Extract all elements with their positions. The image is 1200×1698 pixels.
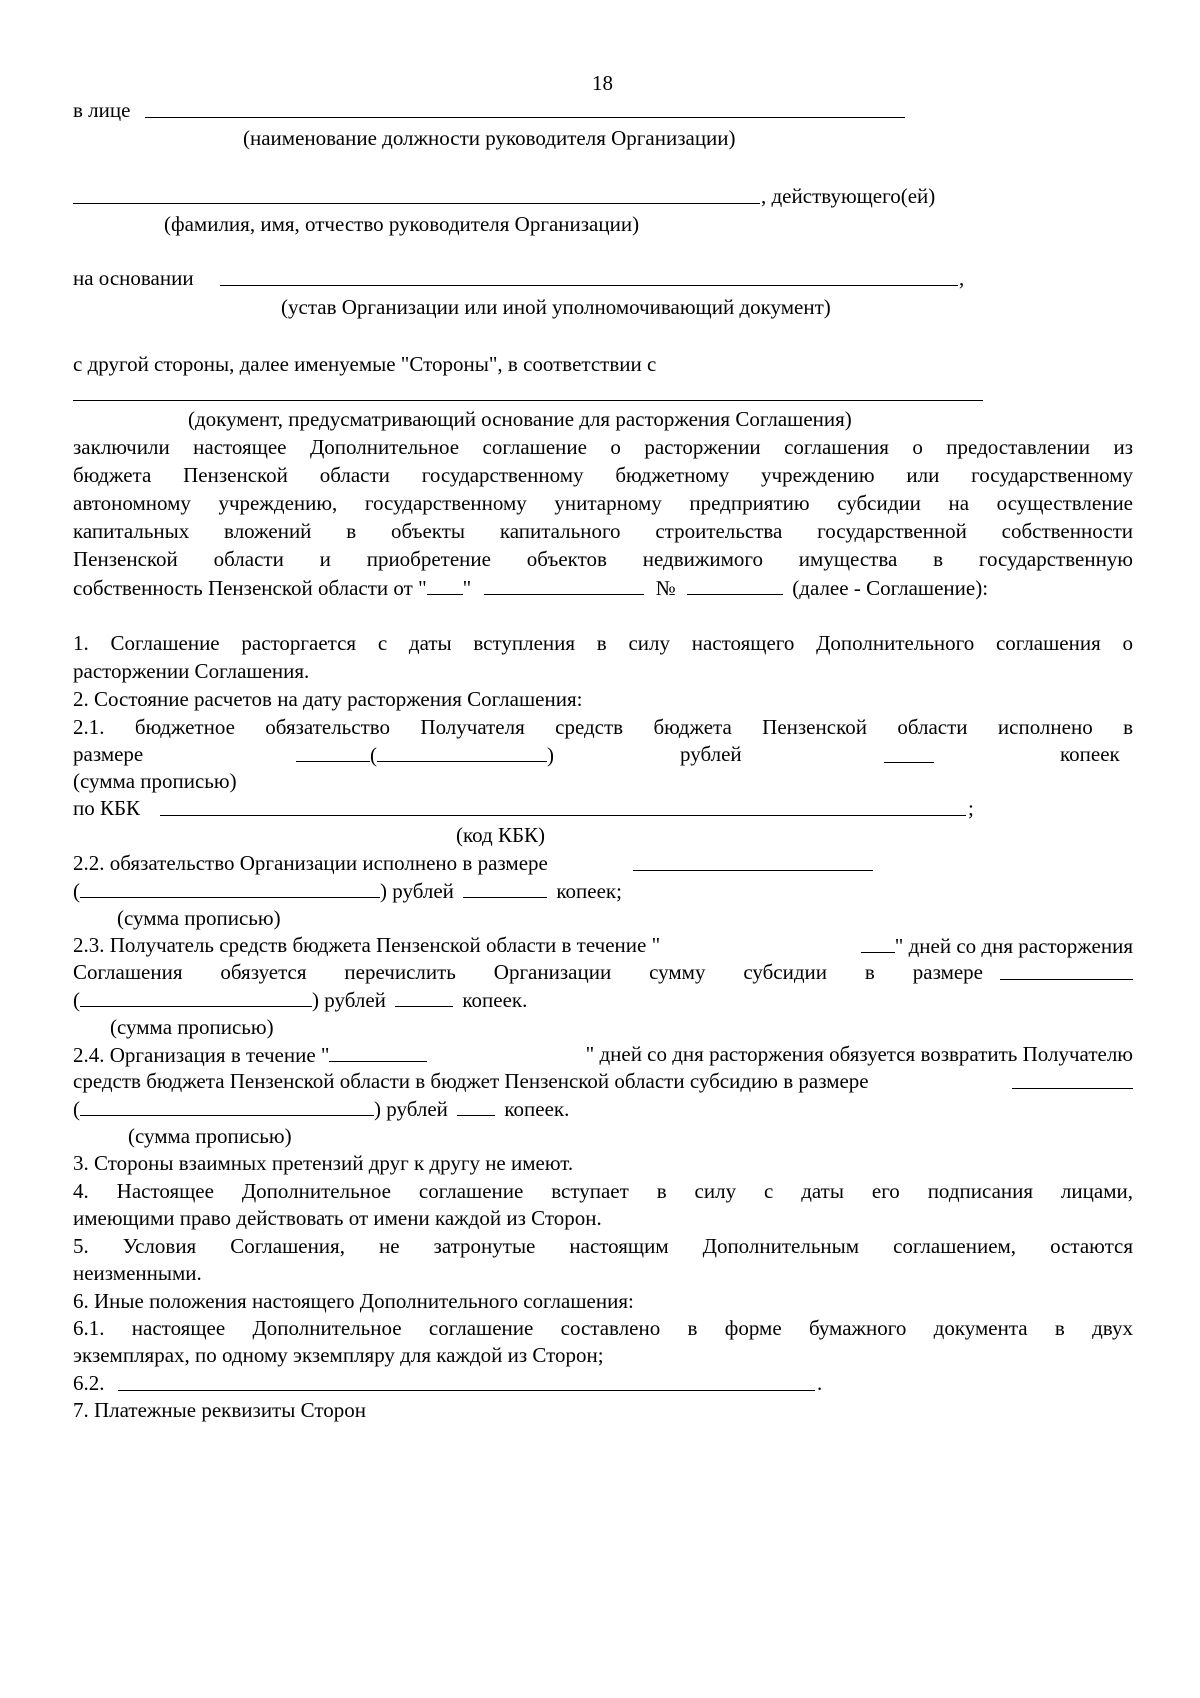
p6-2-label: 6.2. [73,1371,105,1395]
comma: , [959,266,965,290]
intro-last-b: " [462,576,472,600]
p2-1-kopeek-blank [884,762,934,763]
intro-last-end: (далее - Соглашение): [792,576,989,600]
month-year-blank [484,574,644,595]
caption-position: (наименование должности руководителя Организации) [243,126,736,150]
p4-line-1: 4. Настоящее Дополнительное соглашение вступает в силу с даты его подписания лицами, [73,1179,1133,1203]
p2-1-po-kbk: по КБК [73,796,141,820]
p2-4-line-3: ( ) рублей копеек. [73,1097,570,1121]
intro-line-1: заключили настоящее Дополнительное соглашение о расторжении соглашения о предоставлении из [73,435,1133,459]
intro-line-5: Пензенской области и приобретение объектов недвижимого имущества в государственную [73,547,1133,571]
p2-4-rublei: ) рублей [374,1097,448,1121]
p2-4-kopeek-blank [457,1095,495,1116]
charter-blank [220,285,958,286]
p2-2-sum-digits-blank [633,870,873,871]
p2-3-sum-words-blank [80,986,312,1007]
position-blank [145,117,905,118]
p2-3-sum-digits-blank [1000,979,1133,980]
p7-line: 7. Платежные реквизиты Сторон [73,1398,366,1422]
p2-2-rublei: ) рублей [380,879,454,903]
intro-line-3: автономному учреждению, государственному унитарному предприятию субсидии на осуществление [73,491,1133,515]
p2-2-line-1: 2.2. обязательство Организации исполнено в размере [73,851,548,875]
p2-1-kopeek: копеек [1060,742,1120,766]
p2-4-sum-digits-blank [1012,1088,1133,1089]
p2-2-kopeek-blank [463,877,547,898]
p2-4-line-2: средств бюджета Пензенской области в бюджет Пензенской области субсидию в размере [73,1069,869,1093]
p2-4-kopeek: копеек. [504,1097,570,1121]
p2-3-caption-sum: (сумма прописью) [110,1015,274,1039]
p2-3-line-1: 2.3. Получатель средств бюджета Пензенской области в течение " " дней со дня расторжения [73,933,1133,958]
p1-line-1: 1. Соглашение расторгается с даты вступления в силу настоящего Дополнительного соглашения о [73,631,1133,655]
acting-label: , действующего(ей) [761,184,936,208]
p2-3-kopeek: копеек. [462,988,528,1012]
p2-2-kopeek: копеек; [556,879,622,903]
p2-3-line-2: Соглашения обязуется перечислить Организации сумму субсидии в размере [73,960,983,984]
intro-last-line [73,574,988,601]
p1-line-2: расторжении Соглашения. [73,659,310,683]
p2-4-caption-sum: (сумма прописью) [128,1124,292,1148]
p2-2-sum-words-blank [80,877,380,898]
p5-line-1: 5. Условия Соглашения, не затронутые настоящим Дополнительным соглашением, остаются [73,1234,1133,1258]
p2-3-kopeek-blank [395,986,453,1007]
p2-line: 2. Состояние расчетов на дату расторжения Соглашения: [73,687,583,711]
intro-line-2: бюджета Пензенской области государственному бюджетному учреждению или государственному [73,463,1133,487]
day-blank [427,574,463,595]
number-sign: № [655,576,676,600]
p2-3-rublei: ) рублей [312,988,386,1012]
p6-1-line-1: 6.1. настоящее Дополнительное соглашение составлено в форме бумажного документа в двух [73,1316,1133,1340]
p2-2-caption-sum: (сумма прописью) [117,906,281,930]
p2-3-days-blank [861,932,895,953]
intro-line-4: капитальных вложений в объекты капитального строительства государственной собственности [73,519,1133,543]
p2-4-sum-words-blank [80,1095,374,1116]
agreement-number-blank [687,574,783,595]
p6-1-line-2: экземплярах, по одному экземпляру для каждой из Сторон; [73,1343,604,1367]
p6-2-end: . [817,1371,823,1395]
basis-blank [73,400,983,401]
intro-last-a: собственность Пензенской области от " [73,576,427,600]
page-number: 18 [592,71,613,95]
p2-2-line-2: ( ) рублей копеек; [73,879,622,903]
p2-1-razmere: размере [73,742,144,766]
na-osnovanii-label: на основании [73,266,194,290]
p2-1-semicolon: ; [968,796,974,820]
p2-3-line-3: ( ) рублей копеек. [73,988,528,1012]
p4-line-2: имеющими право действовать от имени каждой из Сторон. [73,1206,602,1230]
p2-4-line-1: 2.4. Организация в течение " " дней со дня расторжения обязуется возвратить Получателю [73,1042,1133,1067]
p6-line: 6. Иные положения настоящего Дополнительного соглашения: [73,1289,634,1313]
p2-1-line-1: 2.1. бюджетное обязательство Получателя средств бюджета Пензенской области исполнено в [73,715,1133,739]
kbk-blank [160,815,966,816]
p2-1-sum-words-blank [377,741,547,762]
p2-1-rublei: рублей [680,742,742,766]
caption-name: (фамилия, имя, отчество руководителя Организации) [164,212,640,236]
p2-4-days-blank [329,1041,427,1062]
other-side-text: с другой стороны, далее именуемые "Стороны", в соответствии с [73,352,657,376]
p2-1-sum-digits-blank [296,741,370,762]
p2-1-caption-sum: (сумма прописью) [73,769,237,793]
caption-kbk: (код КБК) [456,823,546,847]
p6-2-blank [118,1390,815,1391]
name-blank [73,203,760,204]
caption-charter: (устав Организации или иной уполномочивающий документ) [281,295,831,319]
p3-line: 3. Стороны взаимных претензий друг к другу не имеют. [73,1151,574,1175]
p2-1-sum-group: ( ) [296,741,554,768]
caption-basis: (документ, предусматривающий основание для расторжения Соглашения) [188,407,852,431]
p5-line-2: неизменными. [73,1261,202,1285]
v-lice-label: в лице [73,98,131,122]
